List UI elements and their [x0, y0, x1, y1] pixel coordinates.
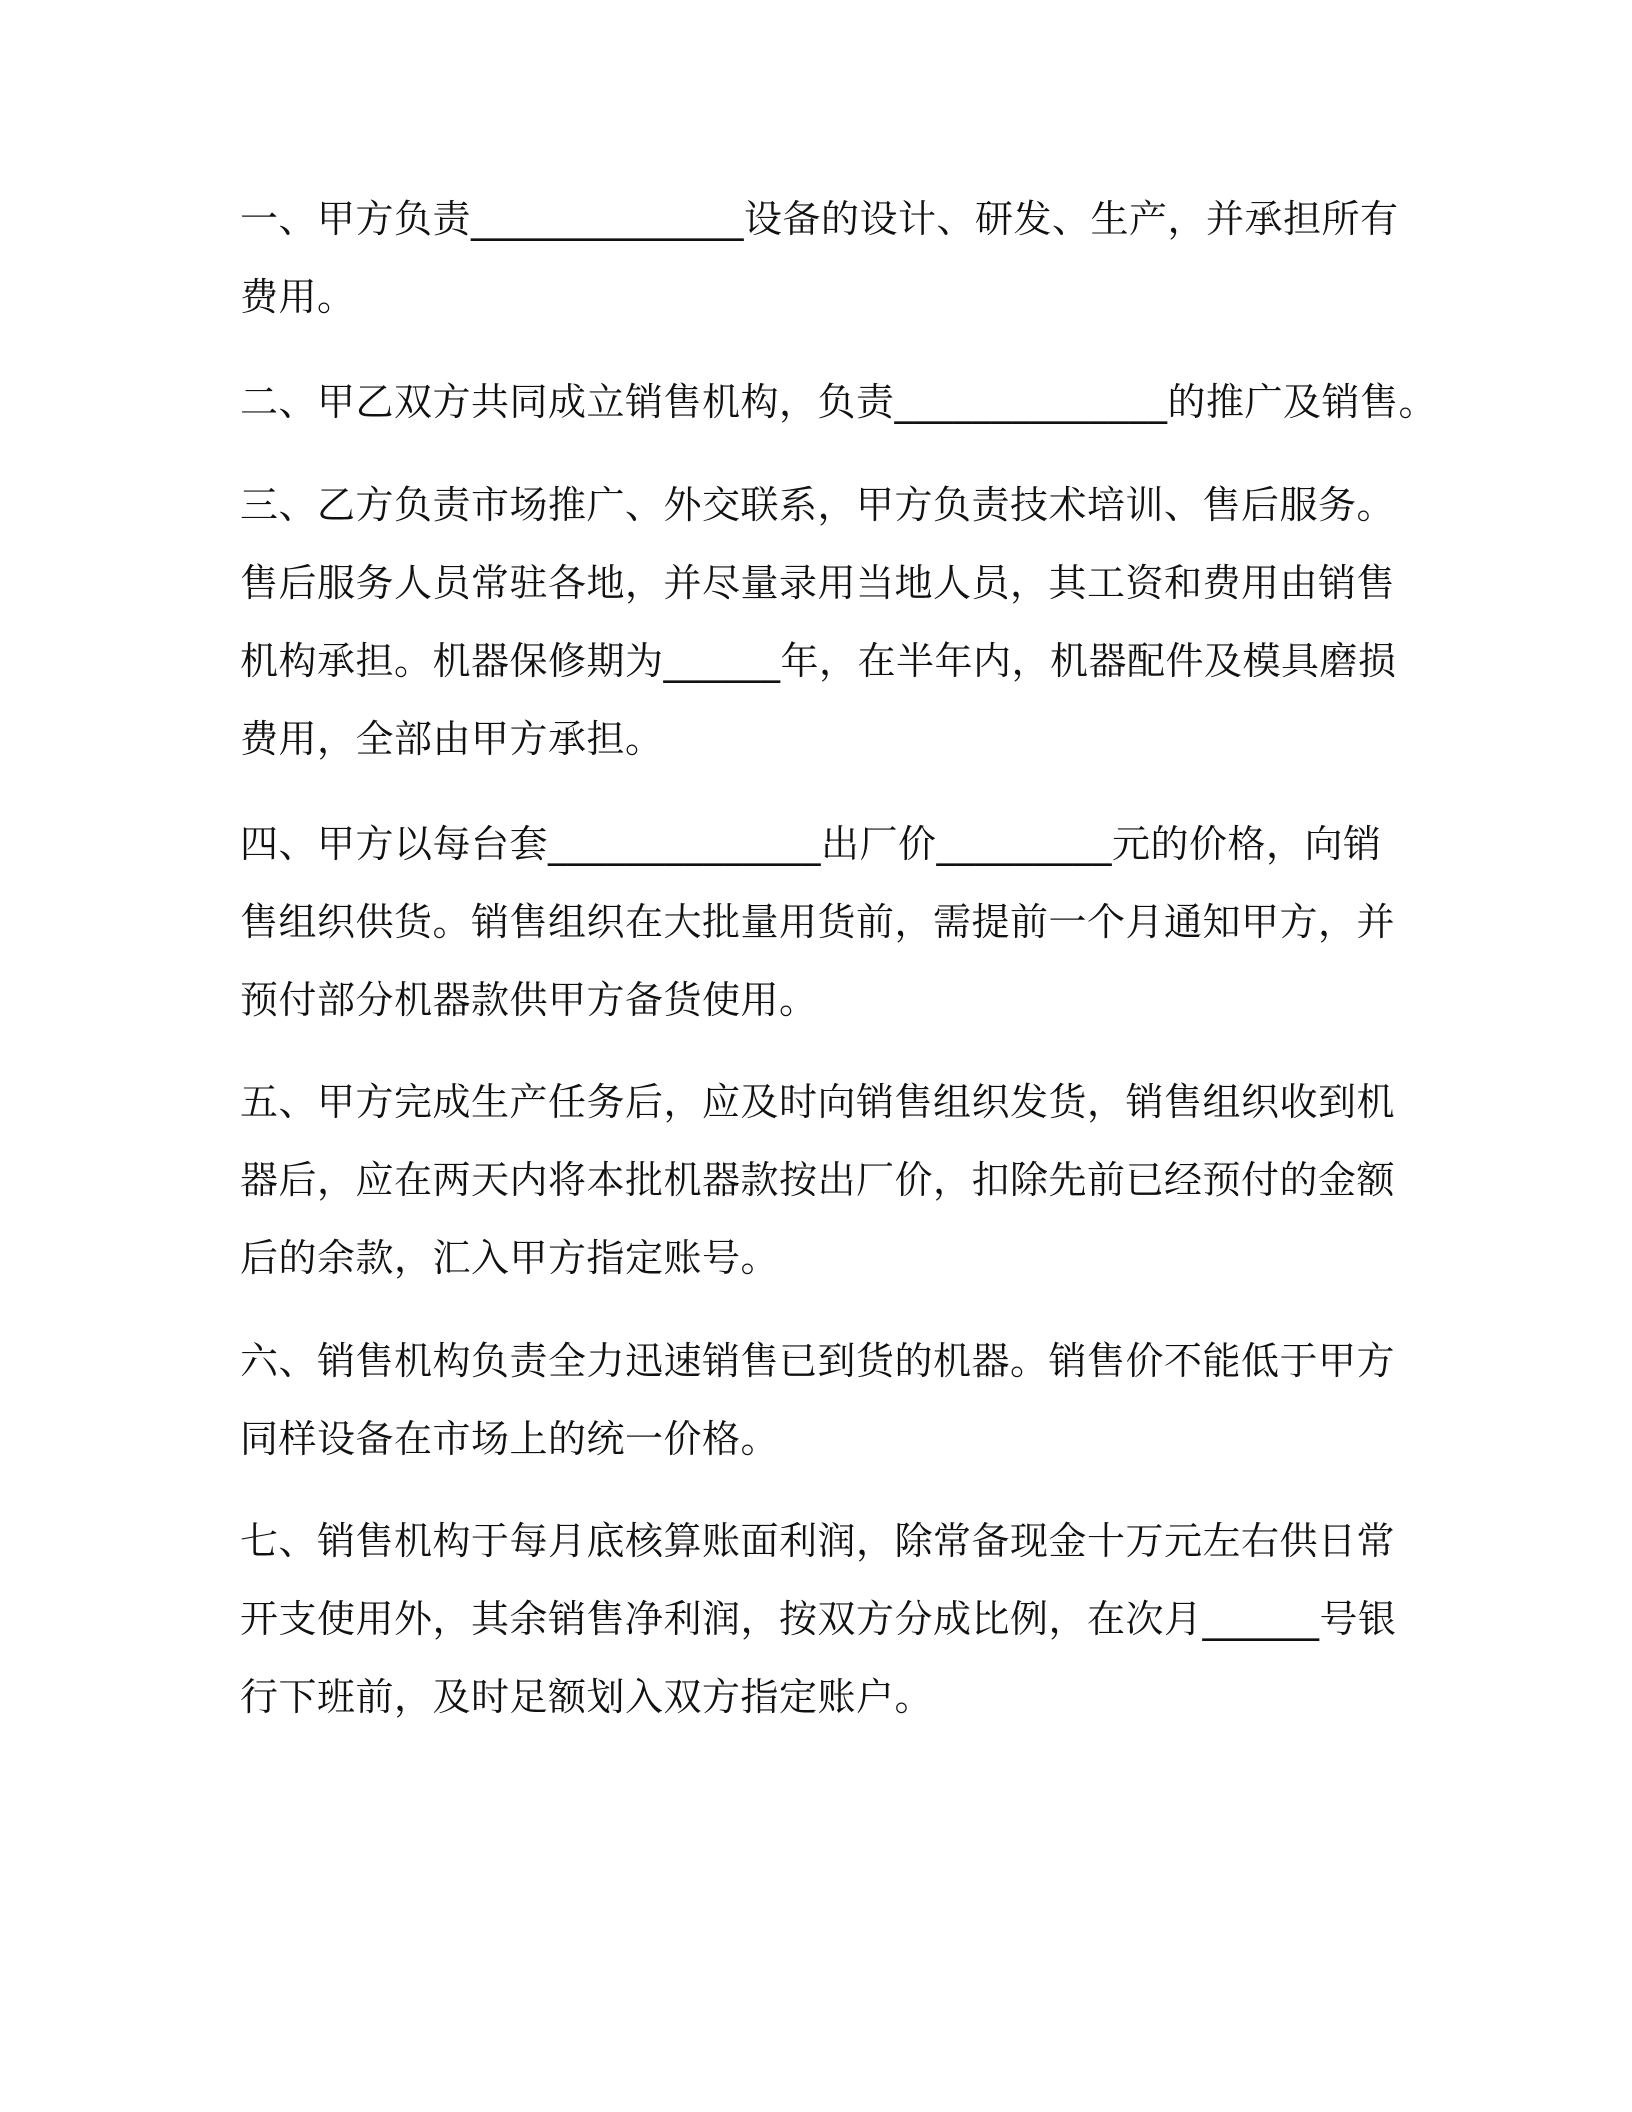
clause-line: 费用。 — [240, 275, 356, 319]
clause-line: 费用，全部由甲方承担。 — [240, 717, 664, 761]
clause-line: 预付部分机器款供甲方备货使用。 — [240, 978, 818, 1022]
clause-1 — [240, 180, 1400, 336]
clause-line: 三、乙方负责市场推广、外交联系，甲方负责技术培训、售后服务。 — [240, 483, 1396, 527]
clause-5 — [240, 1063, 1400, 1297]
clause-2 — [240, 363, 1438, 441]
clause-line: 售组织供货。销售组织在大批量用货前，需提前一个月通知甲方，并 — [240, 900, 1396, 944]
clause-line: 二、甲乙双方共同成立销售机构，负责______________的推广及销售。 — [240, 380, 1438, 424]
clause-line: 行下班前，及时足额划入双方指定账户。 — [240, 1675, 934, 1719]
clause-line: 同样设备在市场上的统一价格。 — [240, 1417, 780, 1461]
clause-4 — [240, 805, 1400, 1039]
clause-line: 五、甲方完成生产任务后，应及时向销售组织发货，销售组织收到机 — [240, 1080, 1396, 1124]
clause-3 — [240, 466, 1400, 778]
clause-line: 四、甲方以每台套______________出厂价_________元的价格，向销 — [240, 822, 1382, 866]
clause-6 — [240, 1322, 1400, 1478]
clause-line: 一、甲方负责______________设备的设计、研发、生产，并承担所有 — [240, 197, 1399, 241]
clause-line: 六、销售机构负责全力迅速销售已到货的机器。销售价不能低于甲方 — [240, 1339, 1396, 1383]
clause-line: 机构承担。机器保修期为______年，在半年内，机器配件及模具磨损 — [240, 639, 1397, 683]
clause-line: 后的余款，汇入甲方指定账号。 — [240, 1236, 780, 1280]
clause-line: 器后，应在两天内将本批机器款按出厂价，扣除先前已经预付的金额 — [240, 1158, 1396, 1202]
clause-line: 开支使用外，其余销售净利润，按双方分成比例，在次月______号银 — [240, 1597, 1397, 1641]
clause-line: 七、销售机构于每月底核算账面利润，除常备现金十万元左右供日常 — [240, 1519, 1396, 1563]
clause-7 — [240, 1502, 1400, 1736]
clause-line: 售后服务人员常驻各地，并尽量录用当地人员，其工资和费用由销售 — [240, 561, 1396, 605]
